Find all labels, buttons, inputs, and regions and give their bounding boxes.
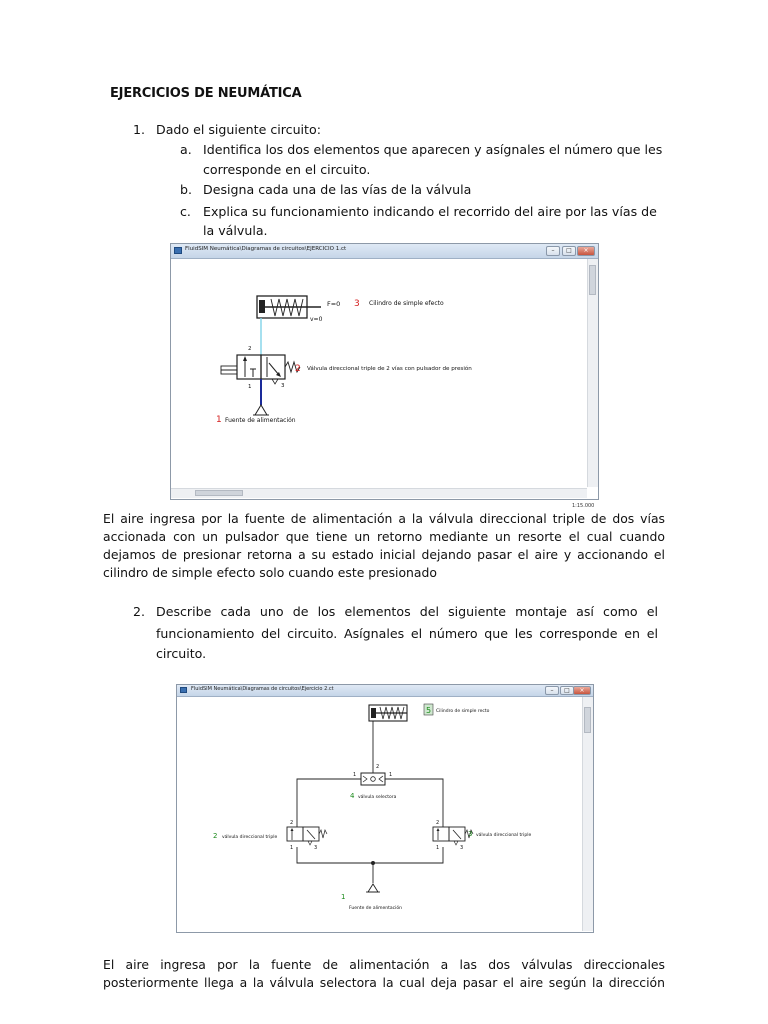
close-icon[interactable]: × [577,246,595,256]
valve-port1-label: 1 [248,384,252,390]
left-valve-name-label: válvula direccional triple [222,835,278,840]
source-number-label: 1 [341,893,346,901]
q2-number: 2. [133,604,146,619]
q1-item-a-letter: a. [180,142,192,157]
answer2-line1: El aire ingresa por la fuente de alimentación a las dos válvulas direccionales [103,957,665,972]
q1-item-b-line1: Designa cada una de las vías de la válvula [203,182,472,197]
maximize-icon[interactable]: □ [562,246,576,256]
right-3-2-valve-symbol [433,827,473,845]
source-number-label: 1 [216,415,222,425]
right-valve-port2-label: 2 [436,820,440,826]
figure2-circuit-diagram [177,697,582,931]
minimize-icon[interactable]: – [546,246,560,256]
air-source-symbol [255,405,267,415]
figure1-horizontal-scrollbar[interactable] [171,488,587,498]
selector-port1b-label: 1 [389,772,393,778]
figure2-titlebar [177,685,593,697]
figure2-vscroll-thumb[interactable] [584,707,591,733]
right-valve-port3-label: 3 [460,845,464,851]
source-name-label: Fuente de alimentación [349,906,402,911]
figure1-window-title: FluidSIM Neumática\Diagramas de circuitos\EJERCICIO 1.ct [185,246,347,252]
selector-name-label: válvula selectora [358,795,397,800]
valve-number-label: 2 [295,364,301,374]
q1-item-a-line2: corresponde en el circuito. [203,162,371,177]
cylinder-number-label: 5 [426,706,432,715]
valve-name-label: Válvula direccional triple de 2 vías con pulsador de presión [307,366,472,372]
selector-port1a-label: 1 [353,772,357,778]
left-3-2-valve-symbol [287,827,327,845]
figure1-titlebar [171,244,598,259]
figure1-vertical-scrollbar[interactable] [587,259,598,487]
maximize-icon[interactable]: □ [560,686,574,695]
q1-number: 1. [133,122,146,137]
shuttle-selector-valve-symbol [361,773,385,785]
q2-line3: circuito. [156,646,207,661]
valve-port2-label: 2 [248,346,252,352]
figure1-vscroll-thumb[interactable] [589,265,596,295]
cylinder-name-label: Cilindro de simple efecto [369,300,444,307]
q1-item-c-letter: c. [180,204,191,219]
q1-item-c-line2: la válvula. [203,223,268,238]
app-icon [180,687,187,693]
left-valve-port2-label: 2 [290,820,294,826]
answer1-line4: cilindro de simple efecto solo cuando este presionado [103,565,437,580]
left-valve-port1-label: 1 [290,845,294,851]
answer2-line2: posteriormente llega a la válvula selectora la cual deja pasar el aire según la dirección [103,975,665,990]
right-valve-port1-label: 1 [436,845,440,851]
close-icon[interactable]: × [573,686,591,695]
app-icon [174,247,182,254]
cylinder-number-label: 3 [354,299,360,309]
answer1-line3: dejamos de presionar retorna a su estado inicial dejando pasar el aire y accionando el [103,547,665,562]
figure1-circuit-diagram [171,259,587,488]
cylinder-name-label: Cilindro de simple recto [436,709,490,714]
selector-number-label: 4 [350,792,355,800]
figure2-window-title: FluidSIM Neumática\Diagramas de circuitos\Ejercicio 2.ct [191,686,334,692]
cylinder-speed-label: v=0 [310,316,323,323]
figure1-status-zoom: 1:15.000 [572,503,595,509]
figure1-hscroll-thumb[interactable] [195,490,243,496]
right-valve-number-label: 3 [468,830,473,838]
q1-item-b-letter: b. [180,182,192,197]
pipe-selector-to-right-valve [385,779,443,827]
minimize-icon[interactable]: – [545,686,559,695]
source-name-label: Fuente de alimentación [225,417,296,424]
left-valve-number-label: 2 [213,832,218,840]
q2-line2: funcionamiento del circuito. Asígnales el número que les corresponde en el [156,626,658,641]
q2-line1: Describe cada uno de los elementos del siguiente montaje así como el [156,604,658,619]
single-acting-cylinder-symbol [369,705,407,721]
left-valve-port3-label: 3 [314,845,318,851]
answer1-line2: accionada con un pulsador que tiene un retorno mediante un resorte el cual cuando [103,529,665,544]
q1-item-a-line1: Identifica los dos elementos que aparecen y asígnales el número que les [203,142,663,157]
figure1-window [170,243,599,500]
air-source-symbol [368,884,378,892]
q1-item-c-line1: Explica su funcionamiento indicando el recorrido del aire por las vías de [203,204,657,219]
figure2-vertical-scrollbar[interactable] [582,697,593,931]
cylinder-force-label: F=0 [327,300,341,308]
valve-port3-label: 3 [281,383,285,389]
q1-text: Dado el siguiente circuito: [156,122,321,137]
single-acting-cylinder-symbol [257,296,321,318]
selector-port2-label: 2 [376,764,380,770]
pipe-supply-manifold [297,847,443,863]
figure2-window [176,684,594,933]
page-title: EJERCICIOS DE NEUMÁTICA [110,86,302,101]
pipe-selector-to-left-valve [297,779,361,827]
right-valve-name-label: válvula direccional triple [476,833,532,838]
answer1-line1: El aire ingresa por la fuente de alimentación a la válvula direccional triple de dos vías [103,511,665,526]
